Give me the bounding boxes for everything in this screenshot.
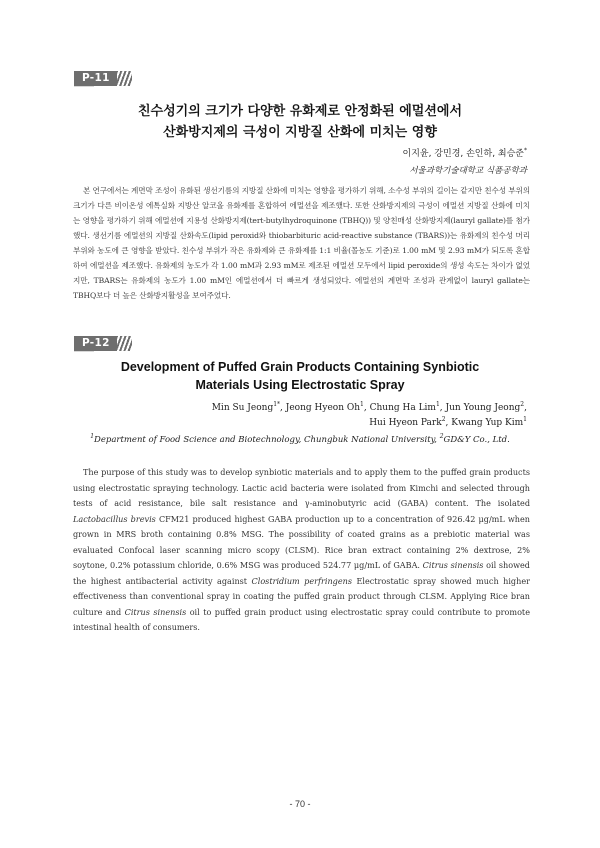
tag-stripes-decoration <box>116 71 132 86</box>
abstract-title-line2: 산화방지제의 극성이 지방질 산화에 미치는 영향 <box>163 125 437 140</box>
page-number: - 70 - <box>289 799 311 809</box>
tag-underline <box>74 351 94 352</box>
author-names: Hui Hyeon Park$^2$, Kwang Yup Kim$^1$ <box>369 416 527 428</box>
abstract-body <box>73 183 530 303</box>
section-tag-p12 <box>74 336 132 351</box>
tag-underline <box>74 86 94 87</box>
author-list-line1 <box>212 403 527 413</box>
author-names: Min Su Jeong$^{1*}$, Jeong Hyeon Oh$^1$, Chung Ha Lim$^1$, Jun Young Jeong$^2$, <box>211 401 527 413</box>
affiliation <box>0 435 600 445</box>
corresponding-author-mark: * <box>524 147 527 154</box>
author-names: 이지윤, 강민경, 손인하, 최승준 <box>402 149 524 159</box>
abstract-paragraph: 본 연구에서는 계면막 조성이 유화된 생선기름의 지방질 산화에 미치는 영향을 평가하기 위해, 소수성 부위의 길이는 같지만 친수성 부위의 크기가 다른 비이온성 에톡실화 지방산 알코올 유화제를 혼합하여 에멀션을 제조했다. 또한 산화방지제의 극성이 에멀션 지방질 산화에 미치는 영향을 평가하기 위해 에멀션에 지용성 산화방지제(tert-butylhydroquinone (TBHQ)) 및 양친매성 산화방지제(lauryl gallate)를 첨가했다. 생선기름 에멀션의 지방질 산화속도(lipid peroxid와 thiobarbituric acid-reactive substance (TBARS))는 유화제의 친수성 머리 부위와 농도에 큰 영향을 받았다. 친수성 부위가 작은 유화제와 큰 유화제를 1:1 비율(몰농도 기준)로 1.00 mM 및 2.93 mM가 되도록 혼합하여 에멀션을 제조했다. 유화제의 농도가 각 1.00 mM과 2.93 mM로 제조된 에멀션 모두에서 lipid peroxide의 생성 속도는 차이가 없었지만, TBARS는 유화제의 농도가 1.00 mM인 에멀션에서 더 빠르게 생성되었다. 에멀션의 계면막 조성과 관계없이 lauryl gallate는 TBHQ보다 더 높은 산화방지활성을 보여주었다. <box>73 186 530 300</box>
affiliation: 서울과학기술대학교 식품공학과 <box>409 166 527 176</box>
abstract-title-line1: 친수성기의 크기가 다양한 유화제로 안정화된 에멀션에서 <box>137 104 463 119</box>
affiliation-text: $^1$Department of Food Science and Biotechnology, Chungbuk National University, $^2$GD&Y Co., Ltd. <box>90 433 510 445</box>
section-tag-label: P-11 <box>74 71 117 86</box>
section-tag-p11 <box>74 71 132 86</box>
author-list-line2 <box>369 418 527 428</box>
section-tag-label: P-12 <box>74 336 117 351</box>
abstract-body <box>73 465 530 636</box>
tag-stripes-decoration <box>116 336 132 351</box>
author-list <box>403 146 528 159</box>
abstract-title-line2: Materials Using Electrostatic Spray <box>195 378 405 392</box>
abstract-title-line1: Development of Puffed Grain Products Containing Synbiotic <box>120 360 480 374</box>
abstract-paragraph: The purpose of this study was to develop synbiotic materials and to apply them to the puffed grain products using electrostatic spraying technology. Lactic acid bacteria were isolated from Kimchi and selected through tests of acid resistance, bile salt resistance and γ-aminobutyric acid (GABA) content. The isolated Lactobacillus brevis CFM21 produced highest GABA production up to a concentration of 926.42 μg/mL when grown in MRS broth containing 0.8% MSG. The possibility of coated grains as a prebiotic material was evaluated Confocal laser scanning micro scopy (CLSM). Rice bran extract containing 2% dextrose, 2% soytone, 0.2% potassium chloride, 0.6% MSG was produced 524.77 μg/mL of GABA. Citrus sinensis oil showed the highest antibacterial activity against Clostridium perfringens Electrostatic spray showed much higher effectiveness than conventional spray in coating the puffed grain product through CLSM. Applying Rice bran culture and Citrus sinensis oil to puffed grain product using electrostatic spray could contribute to promote intestinal health of consumers. <box>73 467 530 632</box>
